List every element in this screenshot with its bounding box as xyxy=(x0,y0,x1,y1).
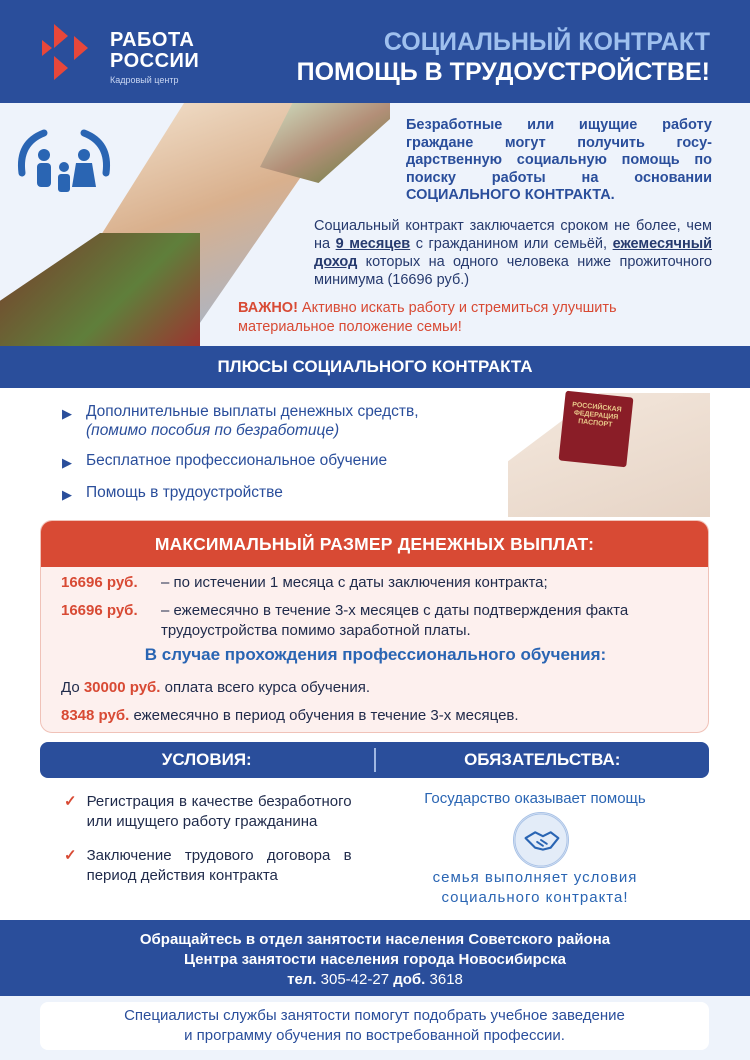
intro-lead-text: Безработные или ищущие работу граждане могут получить госу-дарственную социальную помощь по поиску работы на основании СОЦИАЛЬНОГО КОНТРАКТА. xyxy=(406,117,712,203)
obligations-heading: ОБЯЗАТЕЛЬСТВА: xyxy=(464,750,621,769)
logo-title-line1: РАБОТА xyxy=(110,29,195,51)
page-title-line2: ПОМОЩЬ В ТРУДОУСТРОЙСТВЕ! xyxy=(296,58,710,86)
contact-line1: Обращайтесь в отдел занятости населения Советского района xyxy=(139,931,611,948)
logo-text xyxy=(110,30,199,85)
intro-term-text: Социальный контракт заключается сроком не более, чем на 9 месяцев с гражданином или семьёй, ежемесячный доход которых на одного человека ниже прожиточного минимума (16696 руб.) xyxy=(314,218,713,288)
triangle-bullet-icon: ▶ xyxy=(62,406,72,421)
important-label: ВАЖНО! xyxy=(238,300,298,316)
term-income: ежемесячный доход xyxy=(314,236,713,270)
family-farm-photo xyxy=(0,233,200,346)
payment-row: 16696 руб. – ежемесячно в течение 3-х месяцев с даты подтверждения факта трудоустройства помимо заработной платы. xyxy=(61,602,629,639)
footer-section xyxy=(0,996,750,1060)
training-line: До 30000 руб. оплата всего курса обучения. xyxy=(61,679,370,696)
conditions-list xyxy=(64,792,354,900)
list-item: ▶ Бесплатное профессиональное обучение xyxy=(62,452,388,470)
checkmark-icon: ✓ xyxy=(64,847,77,864)
intro-section xyxy=(0,103,750,346)
page-title-line1: СОЦИАЛЬНЫЙ КОНТРАКТ xyxy=(383,28,710,56)
contact-line2: Центра занятости населения города Новосибирска xyxy=(184,951,566,968)
list-item: ▶ Дополнительные выплаты денежных средств, (помимо пособия по безработице) xyxy=(62,403,419,439)
checkmark-icon: ✓ xyxy=(64,793,77,810)
conditions-obligations-bar xyxy=(40,742,709,778)
triangle-bullet-icon: ▶ xyxy=(62,487,72,502)
footer-note: Специалисты службы занятости помогут подобрать учебное заведение и программу обучения по востребованной профессии. xyxy=(40,1002,709,1050)
contact-phone: тел. 305-42-27 доб. 3618 xyxy=(287,971,463,988)
list-item: ✓ Регистрация в качестве безработного или ищущего работу гражданина xyxy=(64,793,352,830)
training-line: 8348 руб. ежемесячно в период обучения в течение 3-х месяцев. xyxy=(61,707,519,724)
pluses-heading: ПЛЮСЫ СОЦИАЛЬНОГО КОНТРАКТА xyxy=(0,346,750,388)
conditions-heading: УСЛОВИЯ: xyxy=(161,750,252,769)
logo-subtitle: Кадровый центр xyxy=(110,75,179,85)
pluses-list xyxy=(62,402,492,515)
list-item: ✓ Заключение трудового договора в период действия контракта xyxy=(64,847,352,884)
handshake-icon xyxy=(513,812,569,868)
header xyxy=(0,0,750,103)
payments-box xyxy=(40,520,709,733)
term-months: 9 месяцев xyxy=(335,236,411,252)
important-note: ВАЖНО! Активно искать работу и стремиться улучшить материальное положение семьи! xyxy=(238,300,617,335)
family-care-icon xyxy=(14,123,114,201)
logo-title-line2: РОССИИ xyxy=(110,50,200,72)
obligation-family: семья выполняет условия социального контракта! xyxy=(432,869,638,906)
payments-heading: МАКСИМАЛЬНЫЙ РАЗМЕР ДЕНЕЖНЫХ ВЫПЛАТ: xyxy=(41,521,708,567)
list-item: ▶ Помощь в трудоустройстве xyxy=(62,484,283,502)
obligation-state: Государство оказывает помощь xyxy=(424,790,646,807)
payment-row: 16696 руб. – по истечении 1 месяца с даты заключения контракта; xyxy=(61,574,548,591)
passport-cover-text: РОССИЙСКАЯ ФЕДЕРАЦИЯ ПАСПОРТ xyxy=(571,401,622,429)
triangle-bullet-icon: ▶ xyxy=(62,455,72,470)
rabota-rossii-logo-icon xyxy=(40,22,100,82)
contact-section xyxy=(0,920,750,996)
training-heading: В случае прохождения профессионального обучения: xyxy=(144,645,607,664)
